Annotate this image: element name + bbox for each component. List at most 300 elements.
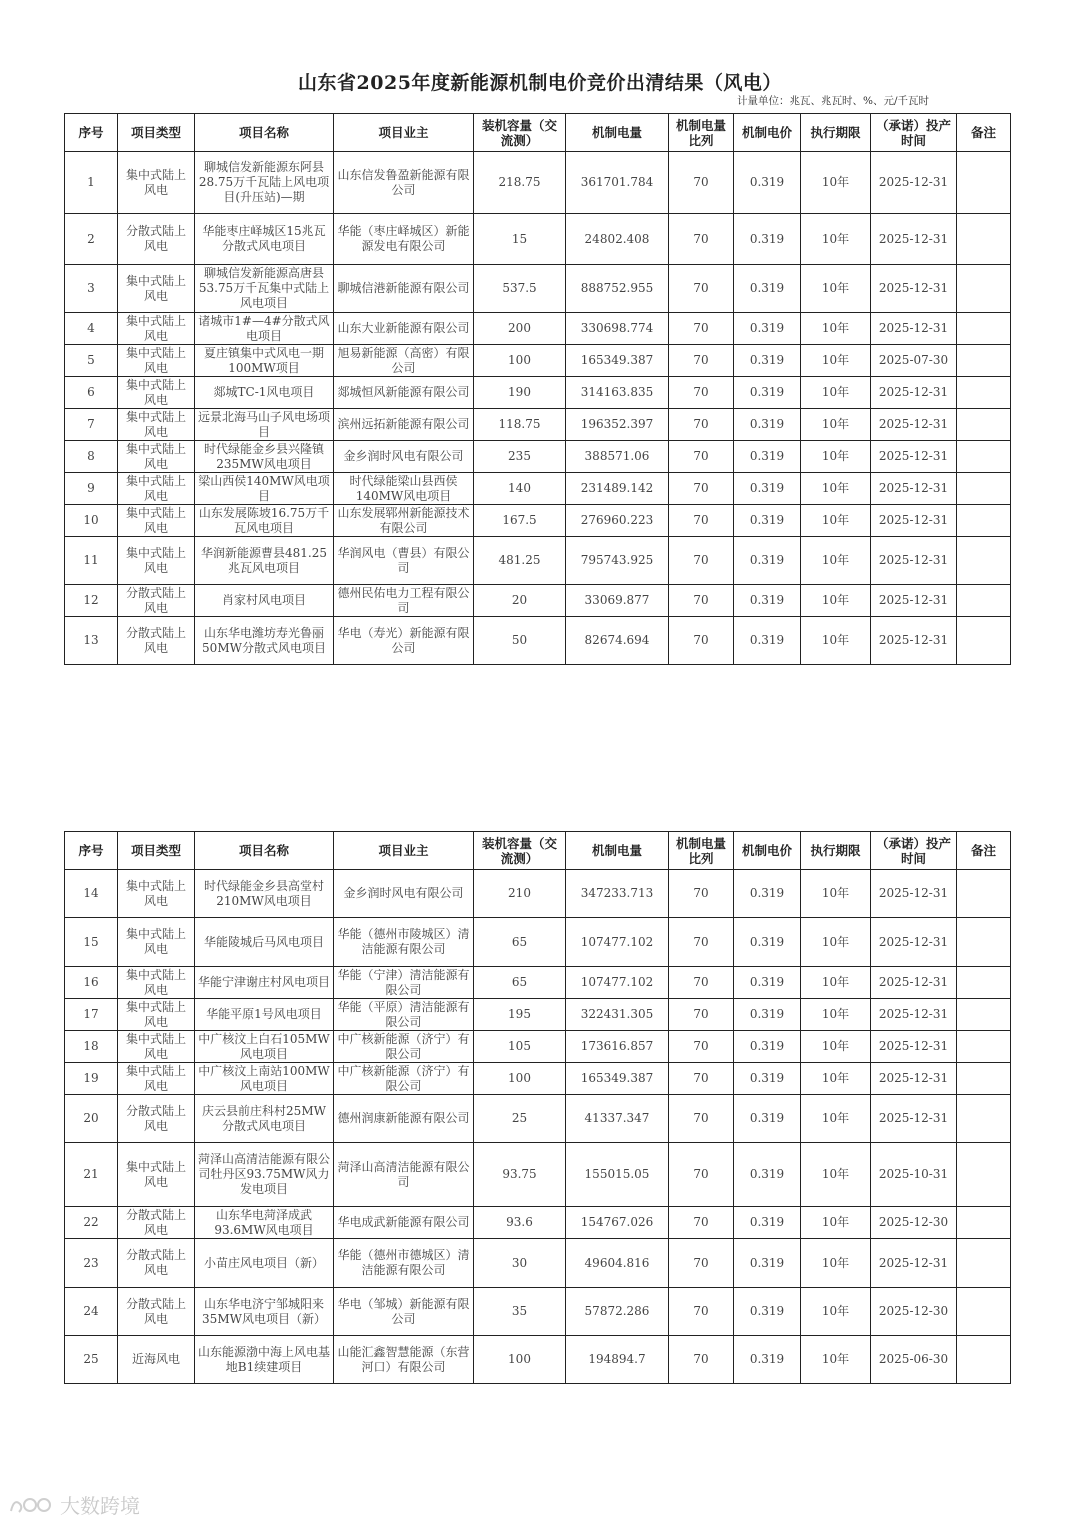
- table-row: [65, 345, 1011, 377]
- energy-ratio-cell: 70: [669, 313, 734, 345]
- table-row: [65, 870, 1011, 918]
- project-owner-cell: 华电（邹城）新能源有限公司: [334, 1288, 474, 1336]
- row-number-cell: 6: [65, 377, 118, 409]
- remark-cell: [957, 1143, 1011, 1207]
- energy-ratio-cell: 70: [669, 473, 734, 505]
- project-type-cell: 分散式陆上风电: [118, 585, 195, 617]
- mechanism-energy-cell: 347233.713: [566, 870, 669, 918]
- execution-term-cell: 10年: [801, 1031, 871, 1063]
- project-type-cell: 集中式陆上风电: [118, 313, 195, 345]
- mechanism-energy-cell: 155015.05: [566, 1143, 669, 1207]
- project-name-cell: 梁山西侯140MW风电项目: [195, 473, 334, 505]
- commission-date-cell: 2025-12-31: [871, 1095, 957, 1143]
- mechanism-energy-cell: 231489.142: [566, 473, 669, 505]
- table-row: [65, 1031, 1011, 1063]
- project-owner-cell: 华能（平原）清洁能源有限公司: [334, 999, 474, 1031]
- mechanism-energy-cell: 41337.347: [566, 1095, 669, 1143]
- project-type-cell: 集中式陆上风电: [118, 505, 195, 537]
- remark-cell: [957, 152, 1011, 214]
- execution-term-cell: 10年: [801, 1063, 871, 1095]
- project-name-cell: 远景北海马山子风电场项目: [195, 409, 334, 441]
- mechanism-price-cell: 0.319: [734, 1031, 801, 1063]
- header-cell: 项目名称: [195, 114, 334, 152]
- execution-term-cell: 10年: [801, 1336, 871, 1384]
- table-row: [65, 152, 1011, 214]
- row-number-cell: 10: [65, 505, 118, 537]
- commission-date-cell: 2025-12-31: [871, 870, 957, 918]
- commission-date-cell: 2025-12-31: [871, 152, 957, 214]
- table-row: [65, 1207, 1011, 1239]
- table-row: [65, 1336, 1011, 1384]
- project-type-cell: 集中式陆上风电: [118, 409, 195, 441]
- capacity-cell: 167.5: [474, 505, 566, 537]
- header-cell: 项目类型: [118, 832, 195, 870]
- remark-cell: [957, 473, 1011, 505]
- capacity-cell: 93.6: [474, 1207, 566, 1239]
- project-type-cell: 分散式陆上风电: [118, 1288, 195, 1336]
- table-row: [65, 1063, 1011, 1095]
- header-cell: 项目业主: [334, 832, 474, 870]
- project-owner-cell: 华能（宁津）清洁能源有限公司: [334, 967, 474, 999]
- header-cell: 装机容量（交流测）: [474, 114, 566, 152]
- table-row: [65, 265, 1011, 313]
- capacity-cell: 25: [474, 1095, 566, 1143]
- remark-cell: [957, 870, 1011, 918]
- project-name-cell: 华能宁津谢庄村风电项目: [195, 967, 334, 999]
- header-cell: 执行期限: [801, 832, 871, 870]
- energy-ratio-cell: 70: [669, 152, 734, 214]
- project-type-cell: 集中式陆上风电: [118, 918, 195, 967]
- execution-term-cell: 10年: [801, 441, 871, 473]
- mechanism-energy-cell: 196352.397: [566, 409, 669, 441]
- mechanism-energy-cell: 173616.857: [566, 1031, 669, 1063]
- capacity-cell: 210: [474, 870, 566, 918]
- project-name-cell: 夏庄镇集中式风电一期100MW项目: [195, 345, 334, 377]
- remark-cell: [957, 313, 1011, 345]
- project-type-cell: 集中式陆上风电: [118, 537, 195, 585]
- remark-cell: [957, 1288, 1011, 1336]
- project-owner-cell: 中广核新能源（济宁）有限公司: [334, 1063, 474, 1095]
- capacity-cell: 190: [474, 377, 566, 409]
- header-cell: 执行期限: [801, 114, 871, 152]
- capacity-cell: 35: [474, 1288, 566, 1336]
- project-type-cell: 近海风电: [118, 1336, 195, 1384]
- execution-term-cell: 10年: [801, 617, 871, 665]
- table-row: [65, 1143, 1011, 1207]
- table-row: [65, 377, 1011, 409]
- row-number-cell: 5: [65, 345, 118, 377]
- row-number-cell: 23: [65, 1239, 118, 1288]
- commission-date-cell: 2025-12-30: [871, 1288, 957, 1336]
- project-type-cell: 分散式陆上风电: [118, 1095, 195, 1143]
- execution-term-cell: 10年: [801, 265, 871, 313]
- table-row: [65, 441, 1011, 473]
- project-owner-cell: 金乡润时风电有限公司: [334, 870, 474, 918]
- commission-date-cell: 2025-12-31: [871, 214, 957, 265]
- project-type-cell: 集中式陆上风电: [118, 265, 195, 313]
- watermark-text: 大数跨境: [60, 1494, 140, 1518]
- row-number-cell: 16: [65, 967, 118, 999]
- remark-cell: [957, 377, 1011, 409]
- table-row: [65, 1095, 1011, 1143]
- mechanism-price-cell: 0.319: [734, 377, 801, 409]
- execution-term-cell: 10年: [801, 918, 871, 967]
- energy-ratio-cell: 70: [669, 409, 734, 441]
- project-name-cell: 山东华电济宁邹城阳来35MW风电项目（新）: [195, 1288, 334, 1336]
- remark-cell: [957, 1336, 1011, 1384]
- header-cell: 机制电价: [734, 114, 801, 152]
- execution-term-cell: 10年: [801, 1207, 871, 1239]
- project-name-cell: 华能陵城后马风电项目: [195, 918, 334, 967]
- mechanism-price-cell: 0.319: [734, 870, 801, 918]
- mechanism-energy-cell: 165349.387: [566, 345, 669, 377]
- row-number-cell: 17: [65, 999, 118, 1031]
- header-cell: 装机容量（交流测）: [474, 832, 566, 870]
- row-number-cell: 2: [65, 214, 118, 265]
- capacity-cell: 100: [474, 1336, 566, 1384]
- execution-term-cell: 10年: [801, 152, 871, 214]
- header-cell: 机制电量: [566, 832, 669, 870]
- project-name-cell: 山东能源渤中海上风电基地B1续建项目: [195, 1336, 334, 1384]
- capacity-cell: 105: [474, 1031, 566, 1063]
- energy-ratio-cell: 70: [669, 1063, 734, 1095]
- mechanism-price-cell: 0.319: [734, 1239, 801, 1288]
- energy-ratio-cell: 70: [669, 1239, 734, 1288]
- header-cell: 序号: [65, 114, 118, 152]
- header-cell: 项目类型: [118, 114, 195, 152]
- row-number-cell: 25: [65, 1336, 118, 1384]
- mechanism-price-cell: 0.319: [734, 585, 801, 617]
- project-owner-cell: 旭易新能源（高密）有限公司: [334, 345, 474, 377]
- project-type-cell: 集中式陆上风电: [118, 1063, 195, 1095]
- header-cell: 序号: [65, 832, 118, 870]
- document-title: 山东省2025年度新能源机制电价竞价出清结果（风电）: [298, 72, 782, 94]
- remark-cell: [957, 537, 1011, 585]
- execution-term-cell: 10年: [801, 999, 871, 1031]
- project-type-cell: 集中式陆上风电: [118, 1143, 195, 1207]
- project-type-cell: 分散式陆上风电: [118, 1207, 195, 1239]
- mechanism-energy-cell: 330698.774: [566, 313, 669, 345]
- project-owner-cell: 金乡润时风电有限公司: [334, 441, 474, 473]
- execution-term-cell: 10年: [801, 870, 871, 918]
- mechanism-price-cell: 0.319: [734, 1207, 801, 1239]
- header-cell: 备注: [957, 832, 1011, 870]
- mechanism-price-cell: 0.319: [734, 967, 801, 999]
- mechanism-energy-cell: 57872.286: [566, 1288, 669, 1336]
- execution-term-cell: 10年: [801, 505, 871, 537]
- mechanism-energy-cell: 107477.102: [566, 918, 669, 967]
- project-name-cell: 诸城市1#—4#分散式风电项目: [195, 313, 334, 345]
- mechanism-energy-cell: 795743.925: [566, 537, 669, 585]
- project-owner-cell: 山东信发鲁盈新能源有限公司: [334, 152, 474, 214]
- project-type-cell: 集中式陆上风电: [118, 967, 195, 999]
- project-type-cell: 集中式陆上风电: [118, 441, 195, 473]
- remark-cell: [957, 505, 1011, 537]
- header-cell: 项目名称: [195, 832, 334, 870]
- row-number-cell: 14: [65, 870, 118, 918]
- project-name-cell: 菏泽山高清洁能源有限公司牡丹区93.75MW风力发电项目: [195, 1143, 334, 1207]
- header-cell: 机制电量比列: [669, 114, 734, 152]
- capacity-cell: 20: [474, 585, 566, 617]
- result-table-2: [64, 831, 1011, 1384]
- mechanism-price-cell: 0.319: [734, 617, 801, 665]
- row-number-cell: 22: [65, 1207, 118, 1239]
- mechanism-price-cell: 0.319: [734, 473, 801, 505]
- project-owner-cell: 山东大业新能源有限公司: [334, 313, 474, 345]
- row-number-cell: 15: [65, 918, 118, 967]
- commission-date-cell: 2025-12-31: [871, 967, 957, 999]
- execution-term-cell: 10年: [801, 1288, 871, 1336]
- remark-cell: [957, 214, 1011, 265]
- energy-ratio-cell: 70: [669, 1143, 734, 1207]
- commission-date-cell: 2025-12-31: [871, 1063, 957, 1095]
- energy-ratio-cell: 70: [669, 214, 734, 265]
- table-row: [65, 505, 1011, 537]
- capacity-cell: 235: [474, 441, 566, 473]
- project-type-cell: 集中式陆上风电: [118, 1031, 195, 1063]
- row-number-cell: 18: [65, 1031, 118, 1063]
- remark-cell: [957, 617, 1011, 665]
- remark-cell: [957, 1095, 1011, 1143]
- project-name-cell: 华润新能源曹县481.25兆瓦风电项目: [195, 537, 334, 585]
- row-number-cell: 1: [65, 152, 118, 214]
- mechanism-energy-cell: 888752.955: [566, 265, 669, 313]
- capacity-cell: 195: [474, 999, 566, 1031]
- commission-date-cell: 2025-12-31: [871, 441, 957, 473]
- mechanism-energy-cell: 165349.387: [566, 1063, 669, 1095]
- table-row: [65, 585, 1011, 617]
- energy-ratio-cell: 70: [669, 537, 734, 585]
- header-cell: （承诺）投产时间: [871, 114, 957, 152]
- project-type-cell: 集中式陆上风电: [118, 345, 195, 377]
- execution-term-cell: 10年: [801, 1095, 871, 1143]
- table-row: [65, 617, 1011, 665]
- row-number-cell: 19: [65, 1063, 118, 1095]
- mechanism-price-cell: 0.319: [734, 1288, 801, 1336]
- commission-date-cell: 2025-12-31: [871, 265, 957, 313]
- project-owner-cell: 华能（德州市德城区）清洁能源有限公司: [334, 1239, 474, 1288]
- table-row: [65, 918, 1011, 967]
- energy-ratio-cell: 70: [669, 345, 734, 377]
- project-owner-cell: 德州民佑电力工程有限公司: [334, 585, 474, 617]
- commission-date-cell: 2025-12-31: [871, 999, 957, 1031]
- mechanism-price-cell: 0.319: [734, 345, 801, 377]
- project-name-cell: 肖家村风电项目: [195, 585, 334, 617]
- project-name-cell: 时代绿能金乡县兴隆镇235MW风电项目: [195, 441, 334, 473]
- mechanism-energy-cell: 107477.102: [566, 967, 669, 999]
- remark-cell: [957, 918, 1011, 967]
- project-name-cell: 郯城TC-1风电项目: [195, 377, 334, 409]
- remark-cell: [957, 1207, 1011, 1239]
- capacity-cell: 65: [474, 918, 566, 967]
- header-cell: 项目业主: [334, 114, 474, 152]
- mechanism-energy-cell: 24802.408: [566, 214, 669, 265]
- energy-ratio-cell: 70: [669, 505, 734, 537]
- remark-cell: [957, 585, 1011, 617]
- commission-date-cell: 2025-12-31: [871, 505, 957, 537]
- project-owner-cell: 华润风电（曹县）有限公司: [334, 537, 474, 585]
- commission-date-cell: 2025-12-31: [871, 313, 957, 345]
- capacity-cell: 200: [474, 313, 566, 345]
- energy-ratio-cell: 70: [669, 1207, 734, 1239]
- capacity-cell: 15: [474, 214, 566, 265]
- remark-cell: [957, 409, 1011, 441]
- remark-cell: [957, 1063, 1011, 1095]
- energy-ratio-cell: 70: [669, 441, 734, 473]
- energy-ratio-cell: 70: [669, 967, 734, 999]
- table-row: [65, 1239, 1011, 1288]
- mechanism-price-cell: 0.319: [734, 505, 801, 537]
- project-owner-cell: 华能（德州市陵城区）清洁能源有限公司: [334, 918, 474, 967]
- project-owner-cell: 聊城信港新能源有限公司: [334, 265, 474, 313]
- table-row: [65, 537, 1011, 585]
- capacity-cell: 118.75: [474, 409, 566, 441]
- project-type-cell: 集中式陆上风电: [118, 473, 195, 505]
- project-type-cell: 集中式陆上风电: [118, 377, 195, 409]
- remark-cell: [957, 999, 1011, 1031]
- execution-term-cell: 10年: [801, 473, 871, 505]
- header-cell: 备注: [957, 114, 1011, 152]
- watermark: [8, 1490, 140, 1519]
- remark-cell: [957, 1239, 1011, 1288]
- project-owner-cell: 中广核新能源（济宁）有限公司: [334, 1031, 474, 1063]
- row-number-cell: 21: [65, 1143, 118, 1207]
- project-name-cell: 山东华电潍坊寿光鲁丽50MW分散式风电项目: [195, 617, 334, 665]
- project-owner-cell: 山能汇鑫智慧能源（东营河口）有限公司: [334, 1336, 474, 1384]
- mechanism-price-cell: 0.319: [734, 214, 801, 265]
- execution-term-cell: 10年: [801, 1239, 871, 1288]
- energy-ratio-cell: 70: [669, 999, 734, 1031]
- project-type-cell: 集中式陆上风电: [118, 152, 195, 214]
- row-number-cell: 11: [65, 537, 118, 585]
- mechanism-energy-cell: 33069.877: [566, 585, 669, 617]
- commission-date-cell: 2025-10-31: [871, 1143, 957, 1207]
- row-number-cell: 20: [65, 1095, 118, 1143]
- row-number-cell: 3: [65, 265, 118, 313]
- execution-term-cell: 10年: [801, 377, 871, 409]
- mechanism-price-cell: 0.319: [734, 1095, 801, 1143]
- capacity-cell: 93.75: [474, 1143, 566, 1207]
- capacity-cell: 537.5: [474, 265, 566, 313]
- mechanism-energy-cell: 82674.694: [566, 617, 669, 665]
- table-row: [65, 999, 1011, 1031]
- energy-ratio-cell: 70: [669, 1031, 734, 1063]
- energy-ratio-cell: 70: [669, 265, 734, 313]
- commission-date-cell: 2025-12-31: [871, 1031, 957, 1063]
- project-owner-cell: 菏泽山高清洁能源有限公司: [334, 1143, 474, 1207]
- capacity-cell: 65: [474, 967, 566, 999]
- mechanism-price-cell: 0.319: [734, 1336, 801, 1384]
- project-name-cell: 中广核汶上南站100MW风电项目: [195, 1063, 334, 1095]
- mechanism-energy-cell: 322431.305: [566, 999, 669, 1031]
- project-type-cell: 集中式陆上风电: [118, 999, 195, 1031]
- project-owner-cell: 山东发展郓州新能源技术有限公司: [334, 505, 474, 537]
- commission-date-cell: 2025-12-31: [871, 377, 957, 409]
- energy-ratio-cell: 70: [669, 377, 734, 409]
- commission-date-cell: 2025-12-31: [871, 537, 957, 585]
- commission-date-cell: 2025-07-30: [871, 345, 957, 377]
- project-type-cell: 分散式陆上风电: [118, 214, 195, 265]
- project-owner-cell: 华能（枣庄峄城区）新能源发电有限公司: [334, 214, 474, 265]
- mechanism-energy-cell: 49604.816: [566, 1239, 669, 1288]
- remark-cell: [957, 345, 1011, 377]
- row-number-cell: 12: [65, 585, 118, 617]
- project-name-cell: 小苗庄风电项目（新）: [195, 1239, 334, 1288]
- project-name-cell: 山东华电菏泽成武93.6MW风电项目: [195, 1207, 334, 1239]
- mechanism-energy-cell: 314163.835: [566, 377, 669, 409]
- watermark-logo-icon: [8, 1494, 54, 1516]
- table-header-row: [65, 114, 1011, 152]
- commission-date-cell: 2025-06-30: [871, 1336, 957, 1384]
- remark-cell: [957, 441, 1011, 473]
- row-number-cell: 4: [65, 313, 118, 345]
- mechanism-energy-cell: 388571.06: [566, 441, 669, 473]
- table-row: [65, 1288, 1011, 1336]
- table-header-row: [65, 832, 1011, 870]
- execution-term-cell: 10年: [801, 1143, 871, 1207]
- capacity-cell: 100: [474, 345, 566, 377]
- remark-cell: [957, 1031, 1011, 1063]
- table-row: [65, 409, 1011, 441]
- mechanism-price-cell: 0.319: [734, 999, 801, 1031]
- project-owner-cell: 德州润康新能源有限公司: [334, 1095, 474, 1143]
- execution-term-cell: 10年: [801, 214, 871, 265]
- project-name-cell: 时代绿能金乡县高堂村210MW风电项目: [195, 870, 334, 918]
- remark-cell: [957, 265, 1011, 313]
- execution-term-cell: 10年: [801, 537, 871, 585]
- commission-date-cell: 2025-12-31: [871, 1239, 957, 1288]
- header-cell: 机制电量: [566, 114, 669, 152]
- commission-date-cell: 2025-12-31: [871, 473, 957, 505]
- remark-cell: [957, 967, 1011, 999]
- header-cell: 机制电量比列: [669, 832, 734, 870]
- capacity-cell: 100: [474, 1063, 566, 1095]
- project-type-cell: 分散式陆上风电: [118, 617, 195, 665]
- energy-ratio-cell: 70: [669, 870, 734, 918]
- project-name-cell: 华能枣庄峄城区15兆瓦分散式风电项目: [195, 214, 334, 265]
- mechanism-price-cell: 0.319: [734, 1143, 801, 1207]
- header-cell: 机制电价: [734, 832, 801, 870]
- unit-note: 计量单位：兆瓦、兆瓦时、%、元/千瓦时: [737, 95, 930, 107]
- project-owner-cell: 华电（寿光）新能源有限公司: [334, 617, 474, 665]
- commission-date-cell: 2025-12-31: [871, 585, 957, 617]
- row-number-cell: 24: [65, 1288, 118, 1336]
- commission-date-cell: 2025-12-31: [871, 918, 957, 967]
- project-name-cell: 庆云县前庄科村25MW分散式风电项目: [195, 1095, 334, 1143]
- table-row: [65, 473, 1011, 505]
- capacity-cell: 218.75: [474, 152, 566, 214]
- project-name-cell: 聊城信发新能源高唐县53.75万千瓦集中式陆上风电项目: [195, 265, 334, 313]
- row-number-cell: 8: [65, 441, 118, 473]
- result-table-1: [64, 113, 1011, 665]
- project-owner-cell: 滨州远拓新能源有限公司: [334, 409, 474, 441]
- row-number-cell: 9: [65, 473, 118, 505]
- capacity-cell: 481.25: [474, 537, 566, 585]
- mechanism-energy-cell: 194894.7: [566, 1336, 669, 1384]
- capacity-cell: 50: [474, 617, 566, 665]
- commission-date-cell: 2025-12-30: [871, 1207, 957, 1239]
- commission-date-cell: 2025-12-31: [871, 617, 957, 665]
- mechanism-price-cell: 0.319: [734, 152, 801, 214]
- project-owner-cell: 郯城恒风新能源有限公司: [334, 377, 474, 409]
- execution-term-cell: 10年: [801, 313, 871, 345]
- table-row: [65, 313, 1011, 345]
- project-type-cell: 分散式陆上风电: [118, 1239, 195, 1288]
- project-owner-cell: 时代绿能梁山县西侯140MW风电项目: [334, 473, 474, 505]
- mechanism-price-cell: 0.319: [734, 1063, 801, 1095]
- mechanism-price-cell: 0.319: [734, 537, 801, 585]
- energy-ratio-cell: 70: [669, 1336, 734, 1384]
